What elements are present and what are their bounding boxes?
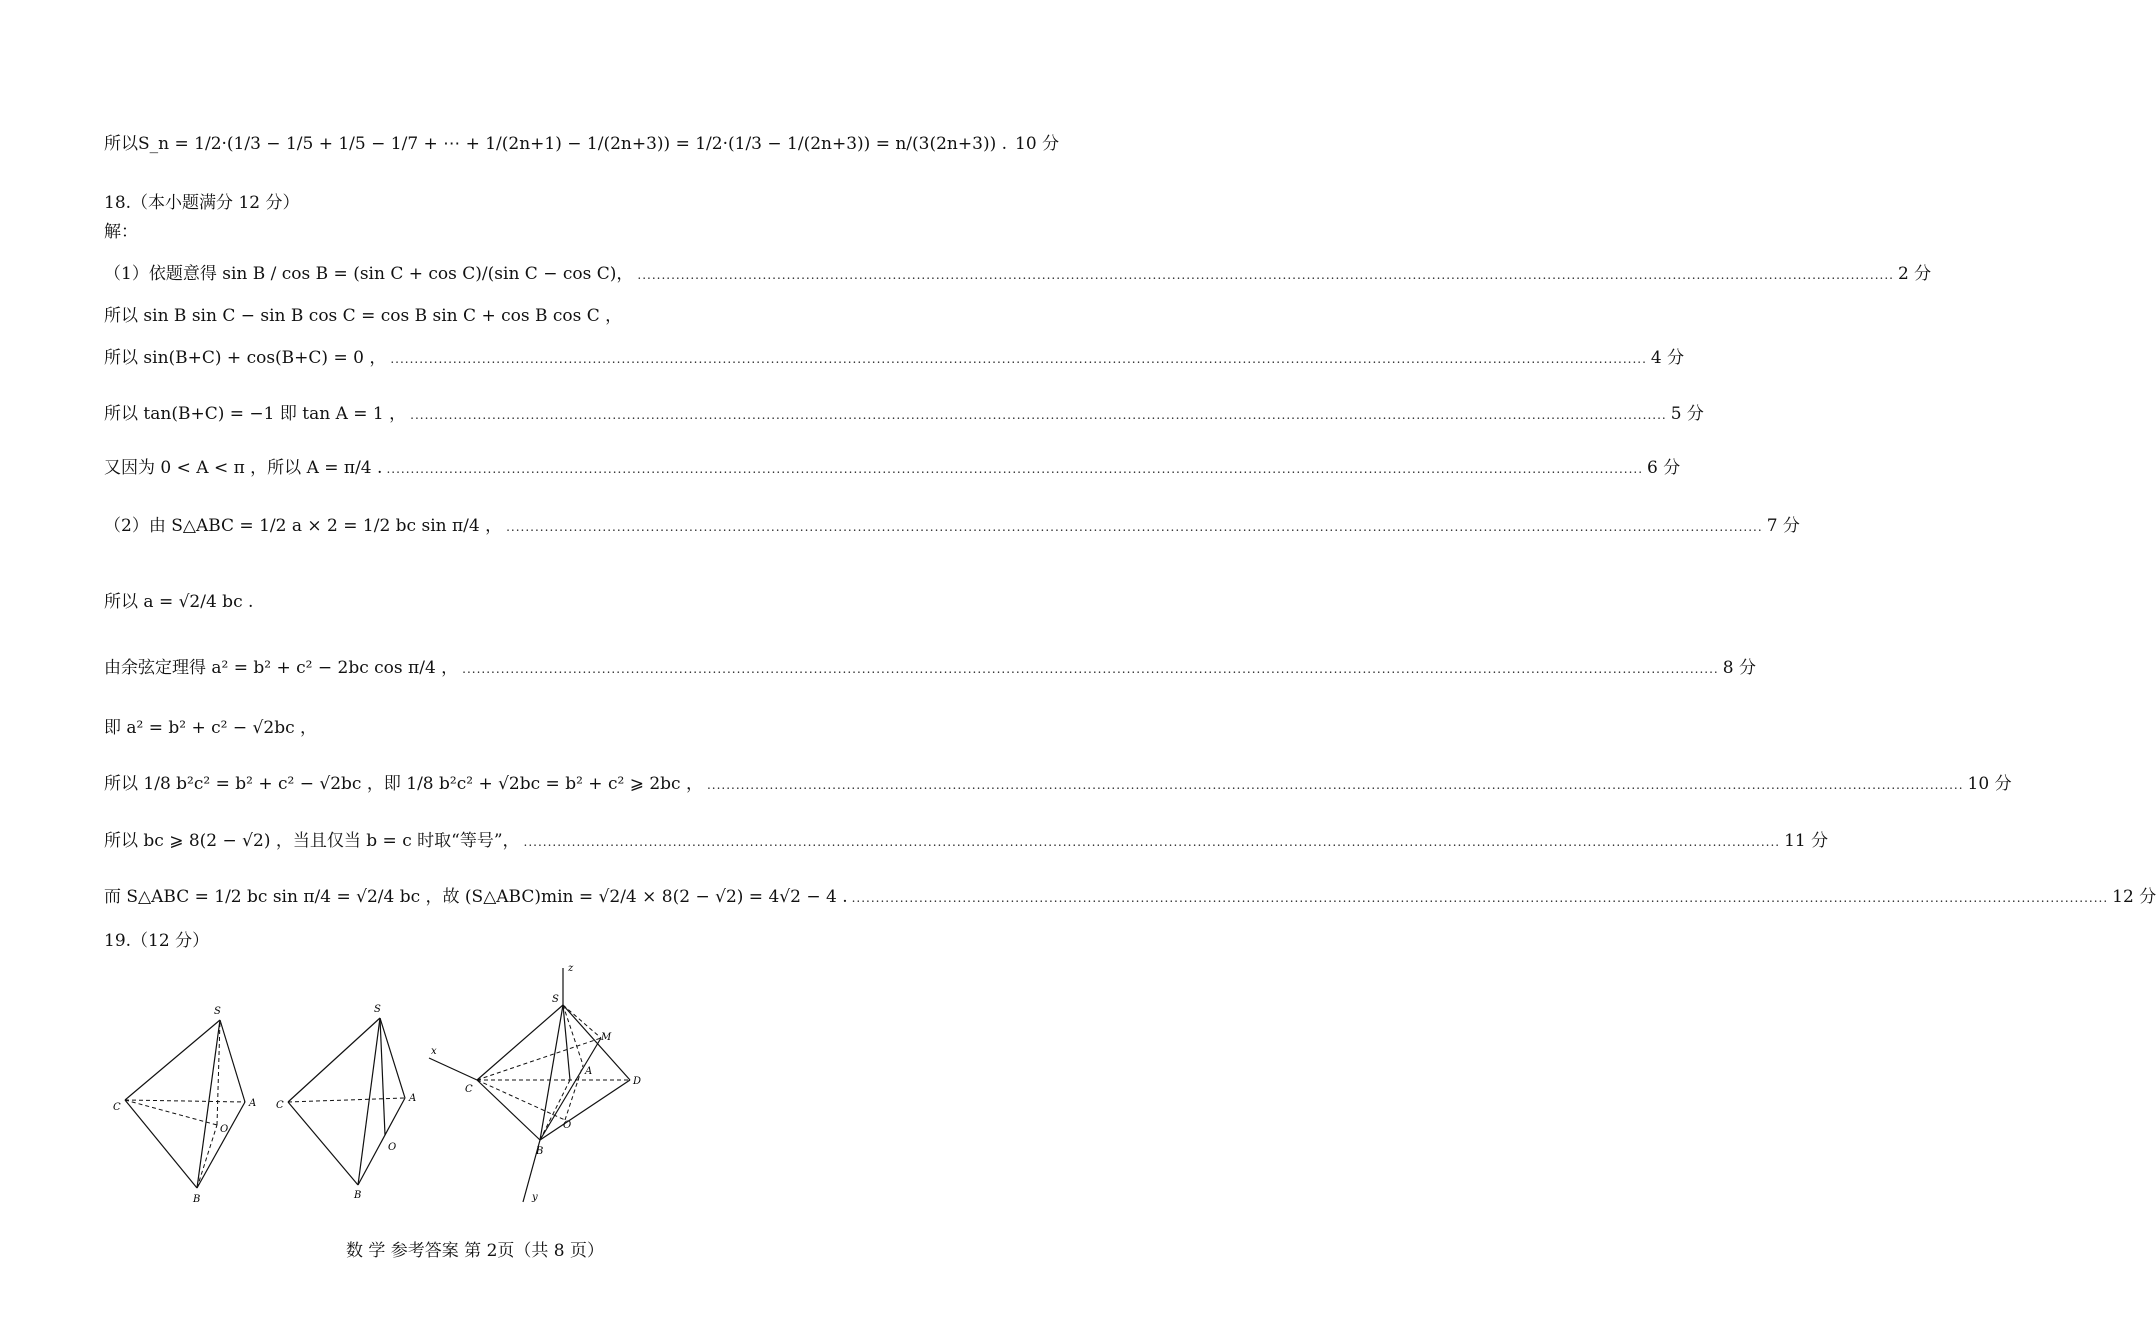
score-label: 11 分 (1784, 831, 1829, 851)
score-label: 6 分 (1647, 458, 1681, 478)
answer-line (104, 404, 1704, 424)
answer-line (104, 458, 1681, 478)
score-label: 12 分 (2112, 887, 2156, 907)
question-heading: 19.（12 分） (104, 931, 210, 951)
score-label: 7 分 (1766, 516, 1800, 536)
score-label: 10 分 (1967, 774, 2012, 794)
vertex-label-b: B (354, 1190, 362, 1201)
coordinate-figure (425, 960, 655, 1210)
formula-text: 所以 tan(B+C) = −1 即 tan A = 1 ， (104, 404, 407, 424)
axis-label-x: x (431, 1046, 437, 1057)
score-label: 5 分 (1670, 404, 1704, 424)
answer-line (104, 658, 1756, 678)
question-heading: 18.（本小题满分 12 分） (104, 193, 300, 213)
vertex-label-a: A (409, 1093, 417, 1104)
vertex-label-s: S (552, 994, 559, 1005)
answer-line (104, 348, 1685, 368)
answer-line (104, 134, 1060, 154)
vertex-label-s: S (374, 1004, 381, 1015)
leader-dots (462, 663, 1719, 675)
tetrahedron-figure-1 (105, 1000, 265, 1210)
answer-line (104, 264, 1932, 284)
vertex-label-o: O (388, 1142, 397, 1153)
formula-text: 又因为 0 < A < π ，所以 A = π/4 . (104, 458, 383, 478)
leader-dots (524, 836, 1781, 848)
formula-text: 所以 sin(B+C) + cos(B+C) = 0 ， (104, 348, 387, 368)
vertex-label-c: C (276, 1100, 284, 1111)
answer-line (104, 831, 1829, 851)
vertex-label-c: C (113, 1102, 121, 1113)
axis-label-y: y (532, 1192, 538, 1203)
vertex-label-o: O (563, 1120, 572, 1131)
vertex-label-b: B (193, 1194, 201, 1205)
vertex-label-s: S (214, 1006, 221, 1017)
answer-line (104, 516, 1800, 536)
vertex-label-b: B (536, 1146, 544, 1157)
axis-label-z: z (568, 963, 574, 974)
leader-dots (390, 353, 1647, 365)
score-label: 4 分 (1650, 348, 1685, 368)
vertex-label-o: O (220, 1124, 229, 1135)
vertex-label-d: D (633, 1076, 642, 1087)
page-footer: 数 学 参考答案 第 2页（共 8 页） (345, 1241, 605, 1261)
formula-text: 所以S_n = 1/2·(1/3 − 1/5 + 1/5 − 1/7 + ⋯ + 1/(2n+1) − 1/(2n+3)) = 1/2·(1/3 − 1/(2n+3)) = n/(3(2n+3)) . (104, 134, 1008, 154)
leader-dots (506, 521, 1763, 533)
formula-text: （2）由 S△ABC = 1/2 a × 2 = 1/2 bc sin π/4 ， (104, 516, 503, 536)
vertex-label-a: A (249, 1098, 257, 1109)
formula-text: 所以 sin B sin C − sin B cos C = cos B sin C + cos B cos C ， (104, 306, 623, 326)
formula-text: 即 a² = b² + c² − √2bc ， (104, 718, 317, 738)
leader-dots (707, 779, 1964, 791)
score-label: 8 分 (1722, 658, 1756, 678)
score-label: 10 分 (1015, 134, 1060, 154)
solution-label: 解： (104, 222, 138, 242)
point-label-m: M (601, 1032, 612, 1043)
tetrahedron-figure-2 (270, 1000, 430, 1210)
answer-line (104, 774, 2012, 794)
formula-text: 所以 1/8 b²c² = b² + c² − √2bc ，即 1/8 b²c² + √2bc = b² + c² ⩾ 2bc ， (104, 774, 703, 794)
leader-dots (410, 409, 1667, 421)
leader-dots (637, 269, 1894, 281)
formula-text: 所以 a = √2/4 bc . (104, 592, 254, 612)
formula-text: 所以 bc ⩾ 8(2 − √2) ，当且仅当 b = c 时取“等号”， (104, 831, 520, 851)
formula-text: （1）依题意得 sin B / cos B = (sin C + cos C)/(sin C − cos C)， (104, 264, 634, 284)
answer-line (104, 887, 2156, 907)
formula-text: 而 S△ABC = 1/2 bc sin π/4 = √2/4 bc ，故 (S△ABC)min = √2/4 × 8(2 − √2) = 4√2 − 4 . (104, 887, 848, 907)
formula-text: 由余弦定理得 a² = b² + c² − 2bc cos π/4 ， (104, 658, 459, 678)
leader-dots (386, 463, 1643, 475)
vertex-label-a: A (585, 1066, 593, 1077)
vertex-label-c: C (465, 1084, 473, 1095)
score-label: 2 分 (1897, 264, 1932, 284)
leader-dots (852, 892, 2109, 904)
